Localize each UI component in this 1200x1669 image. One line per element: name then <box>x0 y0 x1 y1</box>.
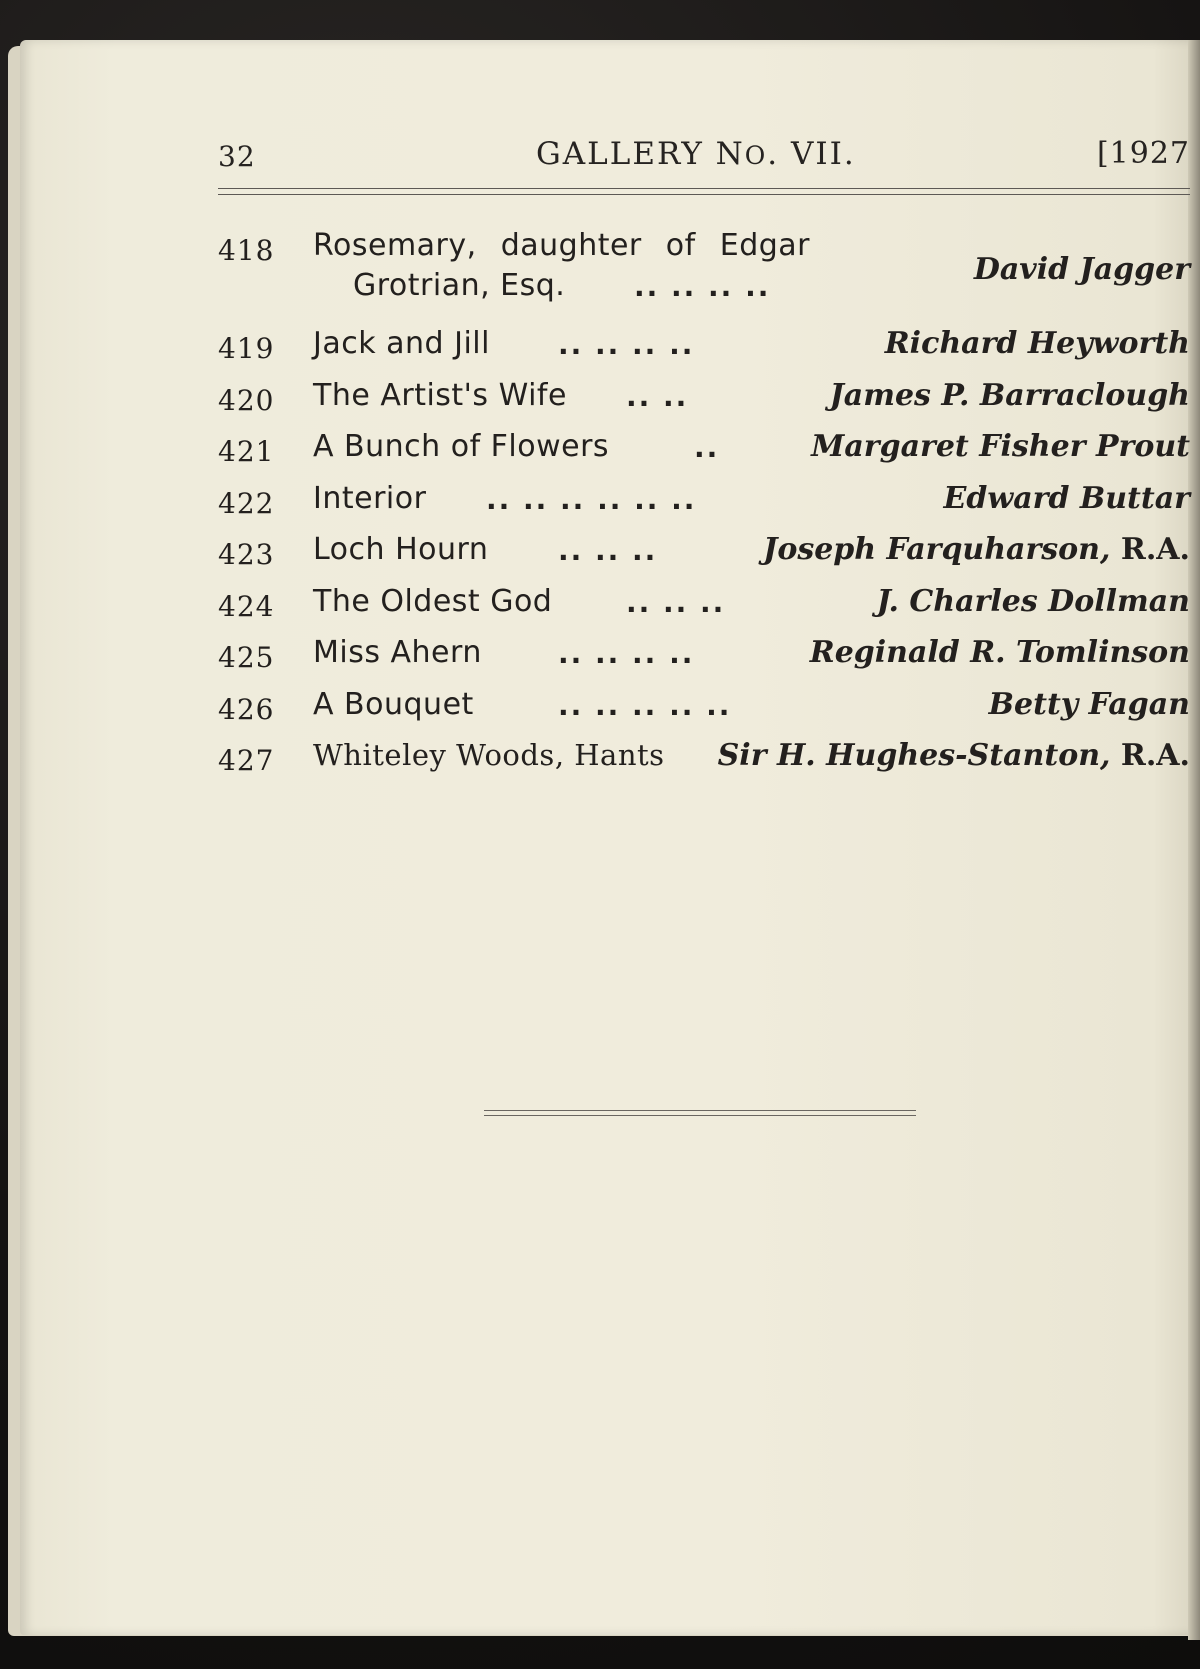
end-rule <box>484 1110 916 1116</box>
running-title: GALLERY NO. VII. <box>536 136 856 172</box>
entry-number: 418 <box>218 234 275 267</box>
entry-artist: James P. Barraclough <box>829 377 1190 413</box>
leader-dots: .. .. .. .. .. <box>558 688 732 722</box>
header-rule <box>218 188 1190 195</box>
catalogue-entry <box>218 421 1190 473</box>
entry-title: The Oldest God <box>313 583 553 619</box>
entry-title: Jack and Jill <box>313 326 490 361</box>
entry-number: 425 <box>218 641 275 674</box>
entry-artist: Sir H. Hughes-Stanton, R.A. <box>717 738 1190 773</box>
leader-dots: .. .. .. .. .. .. <box>486 482 697 516</box>
catalogue-entry <box>218 627 1190 679</box>
entry-title: Whiteley Woods, Hants <box>313 738 665 772</box>
entry-number: 421 <box>218 435 275 468</box>
catalogue-entry <box>218 730 1190 782</box>
running-header <box>218 136 1190 180</box>
entry-artist: Edward Buttar <box>943 480 1190 516</box>
catalogue-entry <box>218 220 1190 318</box>
entry-artist: Betty Fagan <box>988 686 1190 722</box>
catalogue-entry <box>218 576 1190 628</box>
catalogue-entry <box>218 318 1190 370</box>
leader-dots: .. .. .. .. <box>558 328 695 361</box>
catalogue-entry <box>218 370 1190 422</box>
entry-title: A Bouquet <box>313 686 474 722</box>
entry-number: 424 <box>218 589 275 623</box>
entry-title: Rosemary, daughter of Edgar <box>313 228 811 263</box>
entry-number: 426 <box>218 692 275 726</box>
entry-artist: Margaret Fisher Prout <box>811 429 1190 464</box>
catalogue-entry <box>218 679 1190 731</box>
entry-title-continued: Grotrian, Esq. <box>353 268 566 303</box>
entry-title: The Artist's Wife <box>313 377 567 413</box>
leader-dots: .. .. .. .. <box>558 637 695 670</box>
leader-dots: .. <box>694 431 720 464</box>
year-label: [1927 <box>1096 136 1190 171</box>
entry-number: 423 <box>218 538 275 571</box>
entry-number: 419 <box>218 332 275 365</box>
entry-title: Interior <box>313 480 427 516</box>
entry-artist: Joseph Farquharson, R.A. <box>763 532 1190 567</box>
entry-artist: Reginald R. Tomlinson <box>809 635 1190 670</box>
leader-dots: .. .. .. <box>626 585 726 619</box>
entry-title: Loch Hourn <box>313 532 489 567</box>
catalogue-entries <box>218 220 1190 782</box>
entry-number: 420 <box>218 383 275 417</box>
entry-artist: J. Charles Dollman <box>876 583 1190 619</box>
catalogue-entry <box>218 524 1190 576</box>
entry-title: A Bunch of Flowers <box>313 429 610 464</box>
entry-artist: David Jagger <box>973 252 1190 287</box>
entry-number: 422 <box>218 486 275 520</box>
entry-title: Miss Ahern <box>313 635 482 670</box>
leader-dots: .. .. <box>626 379 689 413</box>
leader-dots: .. .. .. .. <box>634 270 771 303</box>
entry-artist: Richard Heyworth <box>884 326 1190 361</box>
entry-number: 427 <box>218 744 275 777</box>
page-number: 32 <box>218 140 256 173</box>
catalogue-entry <box>218 473 1190 525</box>
leader-dots: .. .. .. <box>558 534 658 567</box>
